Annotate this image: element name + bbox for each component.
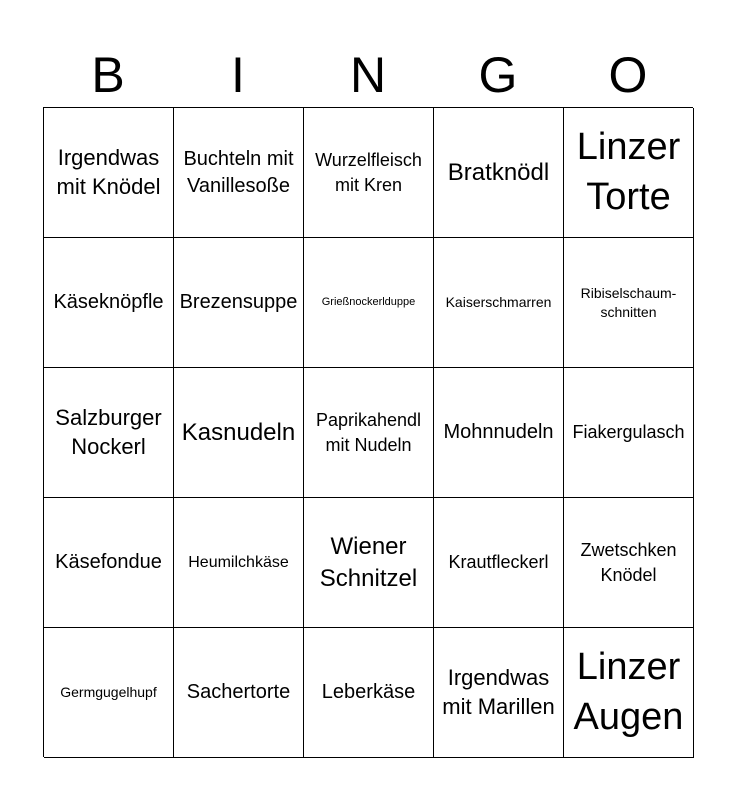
bingo-cell-r4c4[interactable] [434, 498, 564, 628]
cell-label: Krautfleckerl [448, 552, 549, 573]
bingo-cell-r3c1[interactable] [44, 368, 174, 498]
bingo-cell-r2c2[interactable] [174, 238, 304, 368]
header-letter-i: I [231, 47, 245, 103]
cell-label: Leberkäse [321, 681, 416, 703]
cell-label: Wurzelfleisch mit Kren [315, 150, 422, 195]
cell-label: Paprikahendl mit Nudeln [315, 410, 422, 455]
bingo-cell-r4c5[interactable] [564, 498, 694, 628]
cell-label: Germgugelhupf [60, 684, 157, 701]
bingo-board [43, 107, 693, 757]
cell-label: Sachertorte [186, 681, 291, 703]
cell-label: Linzer Torte [576, 126, 681, 218]
cell-label: Linzer Augen [573, 646, 684, 738]
bingo-cell-r1c1[interactable] [44, 108, 174, 238]
bingo-cell-r2c1[interactable] [44, 238, 174, 368]
bingo-cell-r1c2[interactable] [174, 108, 304, 238]
bingo-cell-r3c2[interactable] [174, 368, 304, 498]
bingo-cell-r4c1[interactable] [44, 498, 174, 628]
cell-label: Käsefondue [55, 551, 162, 573]
bingo-cell-r4c2[interactable] [174, 498, 304, 628]
cell-label: Zwetschken Knödel [580, 540, 677, 585]
cell-label: Irgendwas mit Knödel [56, 144, 161, 199]
bingo-cell-r2c5[interactable] [564, 238, 694, 368]
cell-label: Grießnockerlduppe [321, 296, 416, 309]
bingo-cell-r5c2[interactable] [174, 628, 304, 758]
header-letter-o: O [608, 47, 648, 103]
cell-label: Bratknödl [447, 158, 550, 186]
cell-label: Buchteln mit Vanillesoße [183, 147, 294, 197]
bingo-cell-r5c3[interactable] [304, 628, 434, 758]
cell-label: Irgendwas mit Marillen [442, 664, 555, 719]
bingo-cell-r3c4[interactable] [434, 368, 564, 498]
bingo-cell-r4c3[interactable] [304, 498, 434, 628]
bingo-cell-r2c3[interactable] [304, 238, 434, 368]
bingo-header [43, 42, 693, 108]
bingo-cell-r1c4[interactable] [434, 108, 564, 238]
cell-label: Kasnudeln [181, 418, 296, 446]
bingo-cell-r3c3[interactable] [304, 368, 434, 498]
cell-label: Kaiserschmarren [445, 294, 552, 311]
cell-label: Käseknöpfle [53, 291, 164, 313]
header-letter-b: B [91, 47, 125, 103]
bingo-cell-r5c5[interactable] [564, 628, 694, 758]
cell-label: Wiener Schnitzel [319, 533, 418, 592]
header-letter-g: G [478, 47, 518, 103]
bingo-cell-r5c1[interactable] [44, 628, 174, 758]
bingo-cell-r3c5[interactable] [564, 368, 694, 498]
bingo-cell-r5c4[interactable] [434, 628, 564, 758]
cell-label: Brezensuppe [179, 291, 298, 313]
cell-label: Mohnnudeln [443, 421, 554, 443]
bingo-cell-r1c5[interactable] [564, 108, 694, 238]
cell-label: Fiakergulasch [572, 422, 685, 443]
cell-label: Ribiselschaum-schnitten [580, 285, 677, 320]
header-letter-n: N [349, 47, 387, 103]
cell-label: Heumilchkäse [188, 553, 289, 571]
bingo-cell-r2c4[interactable] [434, 238, 564, 368]
cell-label: Salzburger Nockerl [55, 404, 162, 459]
bingo-cell-r1c3[interactable] [304, 108, 434, 238]
